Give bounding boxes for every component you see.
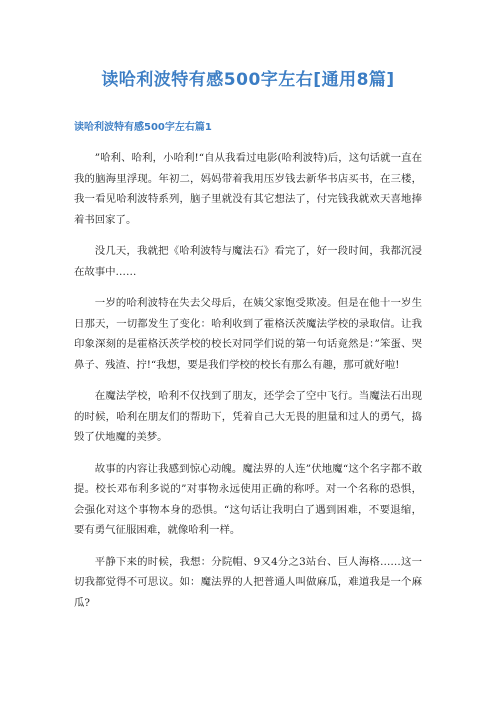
paragraph: 一岁的哈利波特在失去父母后，在姨父家饱受欺凌。但是在他十一岁生日那天，一切都发生了变化：哈利收到了霍格沃茨魔法学校的录取信。让我印象深刻的是霍格沃茨学校的校长对同学们说的第一句话竟然是：”笨蛋、哭鼻子、残渣、拧!“我想，要是我们学校的校长有那么有趣，那可就好啦! (74, 297, 422, 371)
paragraph: 在魔法学校，哈利不仅找到了朋友，还学会了空中飞行。当魔法石出现的时候，哈利在朋友们的帮助下，凭着自己大无畏的胆量和过人的勇气，捣毁了伏地魔的美梦。 (74, 390, 422, 443)
paragraph: 没几天，我就把《哈利波特与魔法石》看完了，好一段时间，我都沉浸在故事中…… (74, 245, 422, 278)
paragraph: ”哈利、哈利，小哈利!“自从我看过电影(哈利波特)后，这句话就一直在我的脑海里浮现。年初二，妈妈带着我用压岁钱去新华书店买书，在三楼，我一看见哈利波特系列，脑子里就没有其它想法了，付完钱我就欢天喜地捧着书回家了。 (74, 152, 422, 226)
article-body (74, 148, 422, 624)
paragraph: 平静下来的时候，我想：分院帽、9又4分之3站台、巨人海格……这一切我都觉得不可思议。如：魔法界的人把普通人叫做麻瓜，难道我是一个麻瓜? (74, 555, 422, 609)
paragraph: 故事的内容让我感到惊心动魄。魔法界的人连”伏地魔“这个名字都不敢提。校长邓布利多说的”对事物永远使用正确的称呼。对一个名称的恐惧，会强化对这个事物本身的恐惧。“这句话让我明白了遇到困难，不要退缩，要有勇气征服困难，就像哈利一样。 (74, 462, 422, 536)
document-title: 读哈利波特有感500字左右[通用8篇] (101, 70, 395, 90)
section-heading: 读哈利波特有感500字左右篇1 (74, 122, 212, 133)
